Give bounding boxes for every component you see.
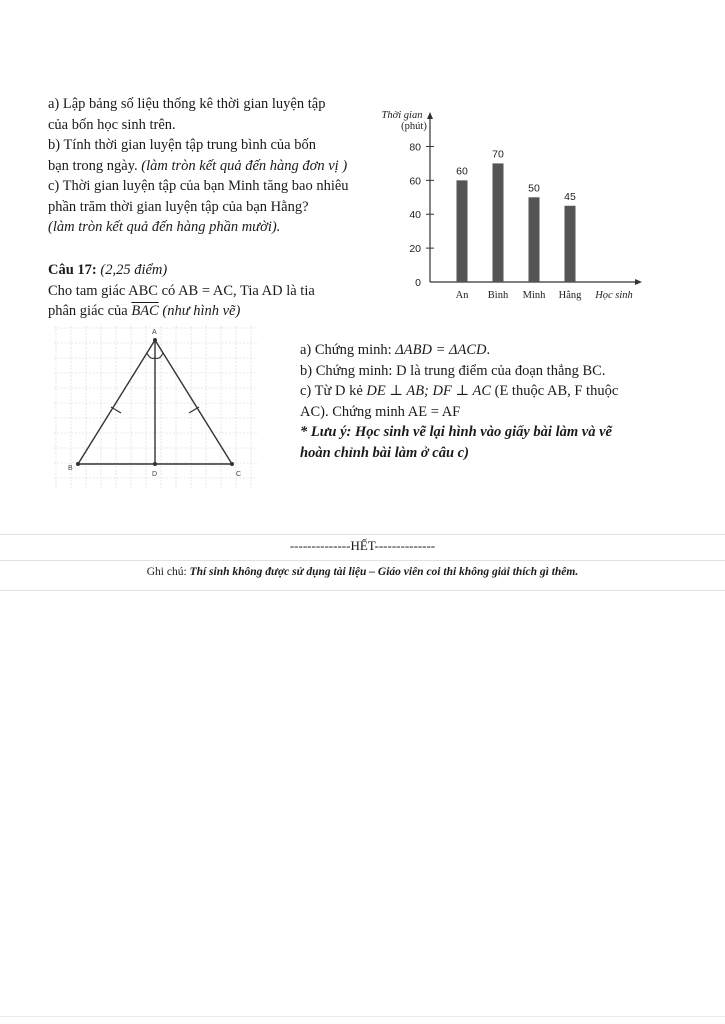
question-c-line2: phần trăm thời gian luyện tập của bạn Hằng? <box>48 198 309 215</box>
bar-chart <box>372 100 647 310</box>
angle-arc-left <box>147 353 155 358</box>
question-b-text: bạn trong ngày. <box>48 157 138 174</box>
part-c <box>300 381 618 402</box>
question-b-line2 <box>48 156 349 177</box>
y-tick-label-20: 20 <box>409 243 421 256</box>
footer-rule-bottom <box>0 590 725 591</box>
question-a-line2: của bốn học sinh trên. <box>48 116 176 133</box>
category-label-1: Bình <box>487 290 509 301</box>
chart-ylabel-line2: (phút) <box>401 121 427 132</box>
category-label-2: Minh <box>522 290 546 301</box>
footer-note-body: Thí sinh không được sử dụng tài liệu – Giáo viên coi thi không giải thích gì thêm. <box>189 566 579 578</box>
question-17-title: Câu 17: <box>48 262 97 278</box>
footer-note <box>0 566 725 578</box>
part-c-math: DE ⊥ AB; DF ⊥ AC <box>366 383 491 399</box>
point-a <box>153 338 157 342</box>
question-c-note: (làm tròn kết quả đến hàng phần mười). <box>48 219 281 235</box>
bar-1 <box>493 163 504 282</box>
note-line1: * Lưu ý: Học sinh vẽ lại hình vào giấy bài làm và vẽ <box>300 424 612 440</box>
bar-3 <box>565 206 576 282</box>
segment-ab <box>78 340 155 464</box>
question-17-heading <box>48 260 315 281</box>
y-tick-label-0: 0 <box>415 277 421 289</box>
question-17-line2 <box>48 301 315 322</box>
bar-2 <box>529 197 540 282</box>
chart-xlabel: Học sinh <box>595 290 633 301</box>
point-b <box>76 462 80 466</box>
tick-mark-ac <box>189 407 199 413</box>
part-a <box>300 340 618 361</box>
chart-ylabel-line1: Thời gian <box>381 110 423 121</box>
question-b-note: (làm tròn kết quả đến hàng đơn vị ) <box>141 157 348 174</box>
y-axis-arrow <box>427 112 433 119</box>
end-separator: --------------HẾT-------------- <box>289 538 436 553</box>
point-c <box>230 462 234 466</box>
data-label-3: 45 <box>564 190 576 203</box>
part-a-prefix: a) Chứng minh: <box>300 342 392 358</box>
footer-note-prefix: Ghi chú: <box>146 566 187 578</box>
label-b: B <box>68 465 73 472</box>
note-line2: hoàn chỉnh bài làm ở câu c) <box>300 444 469 461</box>
point-d <box>153 462 157 466</box>
chart-plot-area <box>409 112 642 301</box>
label-a: A <box>152 329 157 336</box>
question-17 <box>48 260 315 322</box>
footer-rule-middle <box>0 560 725 561</box>
part-b: b) Chứng minh: D là trung điểm của đoạn thẳng BC. <box>300 362 606 379</box>
triangle-figure <box>52 324 262 492</box>
category-label-3: Hằng <box>558 290 582 301</box>
question-c-line1: c) Thời gian luyện tập của bạn Minh tăng bao nhiêu <box>48 178 349 194</box>
question-17-line2-prefix: phân giác của <box>48 303 128 319</box>
question-17-line1: Cho tam giác ABC có AB = AC, Tia AD là tia <box>48 282 315 299</box>
category-label-0: An <box>455 290 469 301</box>
question-a-line1: a) Lập bảng số liệu thống kê thời gian luyện tập <box>48 96 326 112</box>
data-label-2: 50 <box>528 182 540 195</box>
y-tick-label-60: 60 <box>409 175 421 188</box>
y-tick-label-80: 80 <box>409 141 421 154</box>
question-17-line2-suffix: (như hình vẽ) <box>162 303 241 319</box>
question-b-line1: b) Tính thời gian luyện tập trung bình của bốn <box>48 137 316 153</box>
bar-0 <box>457 180 468 282</box>
y-tick-label-40: 40 <box>409 209 421 222</box>
label-c: C <box>236 471 242 478</box>
part-c-suffix: (E thuộc AB, F thuộc <box>494 383 619 399</box>
part-c-prefix: c) Từ D kẻ <box>300 383 363 399</box>
segment-ac <box>155 340 232 464</box>
data-label-1: 70 <box>492 148 504 161</box>
part-a-end: . <box>486 342 491 358</box>
question-17-parts <box>300 340 618 463</box>
data-label-0: 60 <box>456 165 468 178</box>
x-axis-arrow <box>635 279 642 285</box>
question-17-points: (2,25 điểm) <box>100 262 168 278</box>
angle-arc-right <box>155 353 163 358</box>
footer-rule-top <box>0 534 725 535</box>
page-bottom-rule <box>0 1016 725 1017</box>
angle-bac: $\overline{BAC}$ <box>131 303 159 319</box>
part-a-math: ΔABD = ΔACD <box>395 342 487 358</box>
part-c-line2: AC). Chứng minh AE = AF <box>300 403 461 420</box>
label-d: D <box>152 471 158 478</box>
chart-questions <box>48 94 349 238</box>
